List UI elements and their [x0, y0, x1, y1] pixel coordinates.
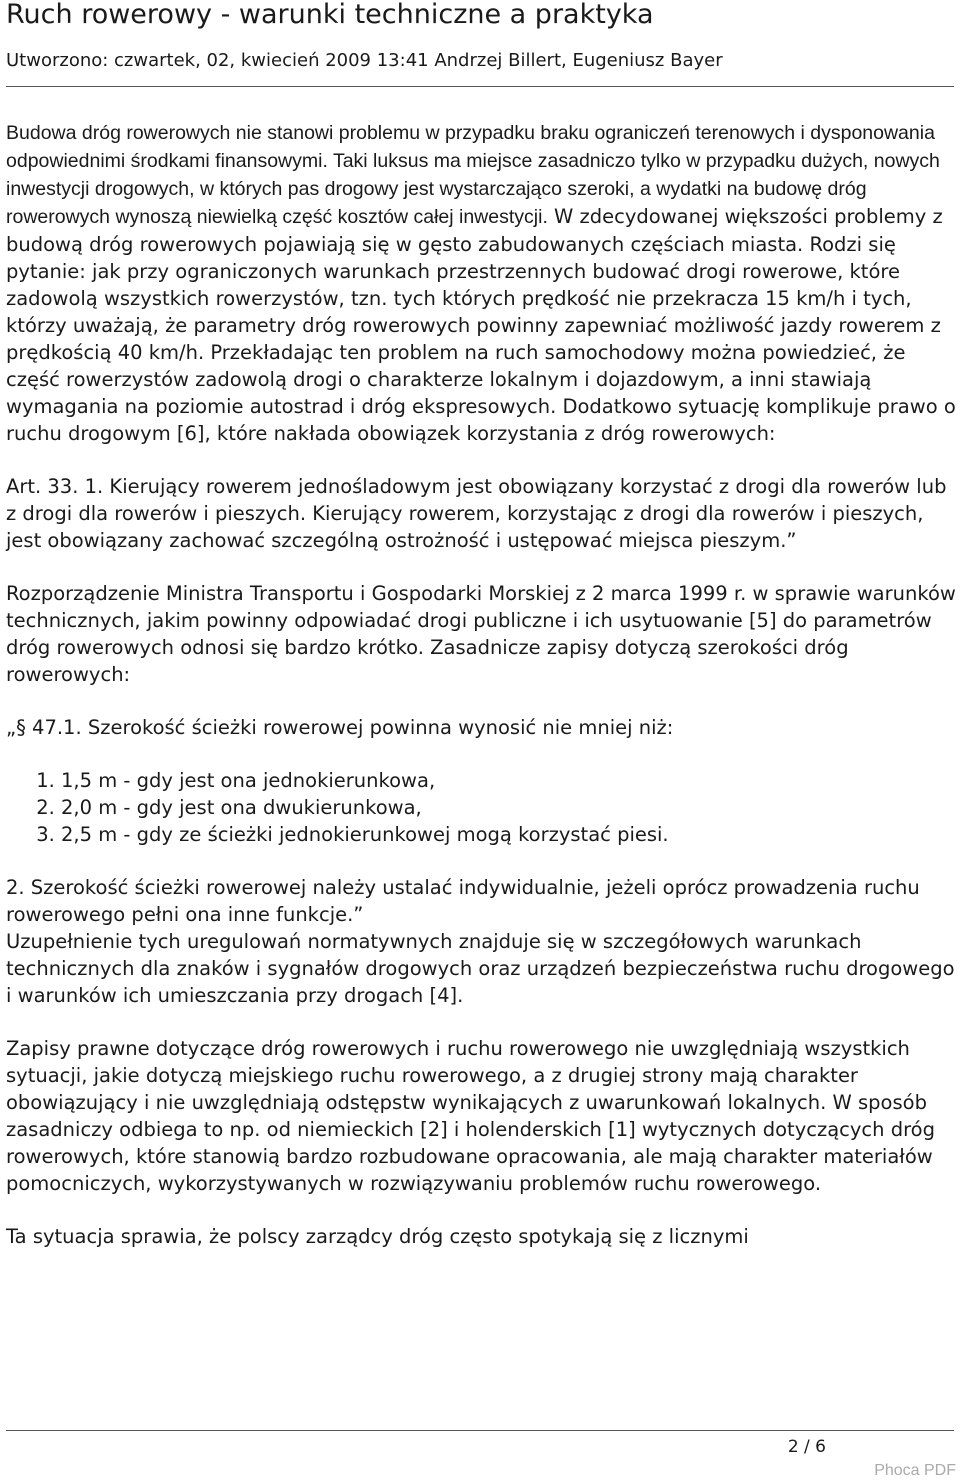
footer-divider [6, 1430, 954, 1431]
paragraph: 2. Szerokość ścieżki rowerowej należy ustalać indywidualnie, jeżeli oprócz prowadzenia ruchu rowerowego pełni ona inne funkcje.” [6, 876, 920, 926]
article-body [6, 119, 956, 1250]
article-meta: Utworzono: czwartek, 02, kwiecień 2009 13:41 Andrzej Billert, Eugeniusz Bayer [6, 50, 723, 71]
brand-watermark[interactable]: Phoca PDF [874, 1462, 956, 1479]
page-title: Ruch rowerowy - warunki techniczne a praktyka [6, 0, 654, 30]
list-item: 2. 2,0 m - gdy jest ona dwukierunkowa, [61, 794, 956, 821]
paragraph-part: W zdecydowanej większości problemy z budową dróg rowerowych pojawiają się w gęsto zabudowanych częściach miasta. Rodzi się pytanie: jak przy ograniczonych warunkach przestrzennych budować drogi rowerowe, które zadowolą wszystkich rowerzystów, tzn. tych których prędkość nie przekracza 15 km/h i tych, którzy uważają, że parametry dróg rowerowych powinny zapewniać możliwość jazdy rowerem z prędkością 40 km/h. Przekładając ten problem na ruch samochodowy można powiedzieć, że część rowerzystów zadowolą drogi o charakterze lokalnym i dojazdowym, a inni stawiają wymagania na poziomie autostrad i dróg ekspresowych. Dodatkowo sytuację komplikuje prawo o ruchu drogowym [6], które nakłada obowiązek korzystania z dróg rowerowych: [6, 205, 956, 445]
paragraph: Zapisy prawne dotyczące dróg rowerowych i ruchu rowerowego nie uwzględniają wszystkich sytuacji, jakie dotyczą miejskiego ruchu rowerowego, a z drugiej strony mają charakter obowiązujący i nie uwzględniają odstępstw wynikających z uwarunkowań lokalnych. W sposób zasadniczy odbiega to np. od niemieckich [2] i holenderskich [1] wytycznych dotyczących dróg rowerowych, które stanowią bardzo rozbudowane opracowania, ale mają charakter materiałów pomocniczych, wykorzystywanych w rozwiązywaniu problemów ruchu rowerowego. [6, 1037, 935, 1195]
header-divider [6, 86, 954, 87]
paragraph: „§ 47.1. Szerokość ścieżki rowerowej powinna wynosić nie mniej niż: [6, 716, 674, 739]
paragraph [6, 119, 956, 447]
width-list [6, 767, 956, 848]
list-item: 1. 1,5 m - gdy jest ona jednokierunkowa, [61, 767, 956, 794]
page-number: 2 / 6 [787, 1437, 826, 1457]
paragraph: Ta sytuacja sprawia, że polscy zarządcy dróg często spotykają się z licznymi [6, 1225, 749, 1248]
paragraph: Art. 33. 1. Kierujący rowerem jednośladowym jest obowiązany korzystać z drogi dla rowerów lub z drogi dla rowerów i pieszych. Kierujący rowerem, korzystając z drogi dla rowerów i pieszych, jest obowiązany zachować szczególną ostrożność i ustępować miejsca pieszym.” [6, 475, 947, 552]
paragraph: Uzupełnienie tych uregulowań normatywnych znajduje się w szczegółowych warunkach technicznych dla znaków i sygnałów drogowych oraz urządzeń bezpieczeństwa ruchu drogowego i warunków ich umieszczania przy drogach [4]. [6, 930, 955, 1007]
list-item: 3. 2,5 m - gdy ze ścieżki jednokierunkowej mogą korzystać piesi. [61, 821, 956, 848]
paragraph: Rozporządzenie Ministra Transportu i Gospodarki Morskiej z 2 marca 1999 r. w sprawie warunków technicznych, jakim powinny odpowiadać drogi publiczne i ich usytuowanie [5] do parametrów dróg rowerowych odnosi się bardzo krótko. Zasadnicze zapisy dotyczą szerokości dróg rowerowych: [6, 582, 956, 686]
paragraph-part: Budowa dróg rowerowych nie stanowi problemu w przypadku braku ograniczeń terenowych i dysponowania odpowiednimi środkami finansowymi. Taki luksus ma miejsce zasadniczo tylko w przypadku dużych, nowych inwestycji drogowych, w których pas drogowy jest wystarczająco szeroki, a wydatki na budowę dróg rowerowych wynoszą niewielką część kosztów całej inwestycji. [6, 122, 940, 228]
